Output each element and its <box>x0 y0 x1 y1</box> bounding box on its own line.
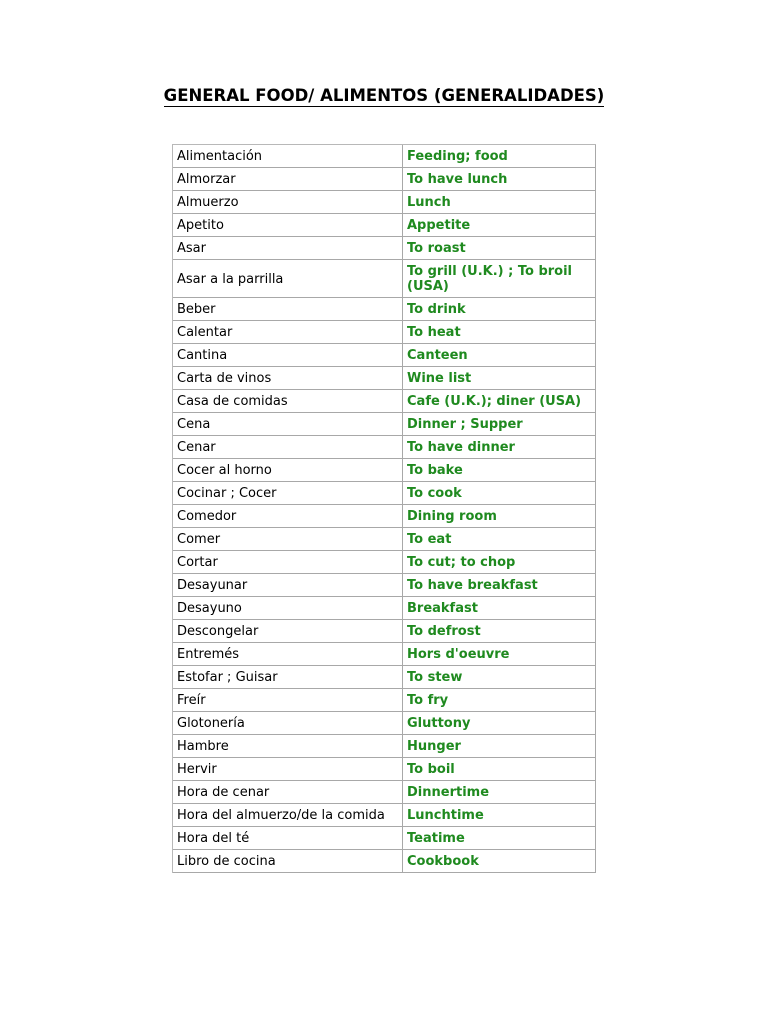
english-translation: To have lunch <box>403 168 596 191</box>
spanish-term: Hora de cenar <box>173 781 403 804</box>
english-translation: To heat <box>403 321 596 344</box>
table-row <box>173 551 596 574</box>
spanish-term: Cortar <box>173 551 403 574</box>
table-row <box>173 643 596 666</box>
spanish-term: Casa de comidas <box>173 390 403 413</box>
english-translation: Dining room <box>403 505 596 528</box>
spanish-term: Desayuno <box>173 597 403 620</box>
english-translation: To bake <box>403 459 596 482</box>
vocabulary-table <box>172 144 596 873</box>
table-row <box>173 436 596 459</box>
english-translation: Cookbook <box>403 850 596 873</box>
spanish-term: Asar <box>173 237 403 260</box>
table-row <box>173 191 596 214</box>
table-row <box>173 850 596 873</box>
english-translation: To drink <box>403 298 596 321</box>
table-row <box>173 781 596 804</box>
table-row <box>173 321 596 344</box>
table-row <box>173 298 596 321</box>
table-row <box>173 390 596 413</box>
spanish-term: Almuerzo <box>173 191 403 214</box>
english-translation: To have dinner <box>403 436 596 459</box>
spanish-term: Asar a la parrilla <box>173 260 403 298</box>
table-row <box>173 260 596 298</box>
spanish-term: Desayunar <box>173 574 403 597</box>
english-translation: Wine list <box>403 367 596 390</box>
english-translation: To roast <box>403 237 596 260</box>
spanish-term: Entremés <box>173 643 403 666</box>
page-title-text: GENERAL FOOD/ ALIMENTOS (GENERALIDADES) <box>163 86 605 105</box>
spanish-term: Hambre <box>173 735 403 758</box>
spanish-term: Almorzar <box>173 168 403 191</box>
english-translation: Teatime <box>403 827 596 850</box>
table-row <box>173 344 596 367</box>
english-translation: To have breakfast <box>403 574 596 597</box>
table-row <box>173 827 596 850</box>
table-row <box>173 459 596 482</box>
table-row <box>173 528 596 551</box>
table-row <box>173 237 596 260</box>
table-row <box>173 145 596 168</box>
spanish-term: Carta de vinos <box>173 367 403 390</box>
table-row <box>173 367 596 390</box>
spanish-term: Hora del té <box>173 827 403 850</box>
page-title <box>0 86 768 105</box>
table-row <box>173 214 596 237</box>
english-translation: Dinner ; Supper <box>403 413 596 436</box>
spanish-term: Apetito <box>173 214 403 237</box>
english-translation: Hunger <box>403 735 596 758</box>
table-row <box>173 758 596 781</box>
spanish-term: Cenar <box>173 436 403 459</box>
english-translation: To fry <box>403 689 596 712</box>
english-translation: Canteen <box>403 344 596 367</box>
english-translation: Lunchtime <box>403 804 596 827</box>
table-row <box>173 735 596 758</box>
table-row <box>173 689 596 712</box>
english-translation: To boil <box>403 758 596 781</box>
spanish-term: Beber <box>173 298 403 321</box>
english-translation: To defrost <box>403 620 596 643</box>
table-row <box>173 574 596 597</box>
english-translation: Dinnertime <box>403 781 596 804</box>
english-translation: Hors d'oeuvre <box>403 643 596 666</box>
spanish-term: Cantina <box>173 344 403 367</box>
spanish-term: Cocinar ; Cocer <box>173 482 403 505</box>
spanish-term: Comedor <box>173 505 403 528</box>
english-translation: To grill (U.K.) ; To broil (USA) <box>403 260 596 298</box>
spanish-term: Comer <box>173 528 403 551</box>
spanish-term: Glotonería <box>173 712 403 735</box>
spanish-term: Freír <box>173 689 403 712</box>
spanish-term: Libro de cocina <box>173 850 403 873</box>
spanish-term: Descongelar <box>173 620 403 643</box>
table-row <box>173 712 596 735</box>
spanish-term: Hora del almuerzo/de la comida <box>173 804 403 827</box>
english-translation: Feeding; food <box>403 145 596 168</box>
vocabulary-table-body <box>173 145 596 873</box>
english-translation: To cut; to chop <box>403 551 596 574</box>
table-row <box>173 482 596 505</box>
table-row <box>173 505 596 528</box>
english-translation: Lunch <box>403 191 596 214</box>
english-translation: To eat <box>403 528 596 551</box>
table-row <box>173 666 596 689</box>
spanish-term: Hervir <box>173 758 403 781</box>
spanish-term: Calentar <box>173 321 403 344</box>
spanish-term: Alimentación <box>173 145 403 168</box>
english-translation: Cafe (U.K.); diner (USA) <box>403 390 596 413</box>
table-row <box>173 168 596 191</box>
spanish-term: Estofar ; Guisar <box>173 666 403 689</box>
english-translation: Gluttony <box>403 712 596 735</box>
table-row <box>173 620 596 643</box>
table-row <box>173 597 596 620</box>
english-translation: Breakfast <box>403 597 596 620</box>
english-translation: To stew <box>403 666 596 689</box>
english-translation: To cook <box>403 482 596 505</box>
table-row <box>173 804 596 827</box>
spanish-term: Cena <box>173 413 403 436</box>
table-row <box>173 413 596 436</box>
spanish-term: Cocer al horno <box>173 459 403 482</box>
english-translation: Appetite <box>403 214 596 237</box>
